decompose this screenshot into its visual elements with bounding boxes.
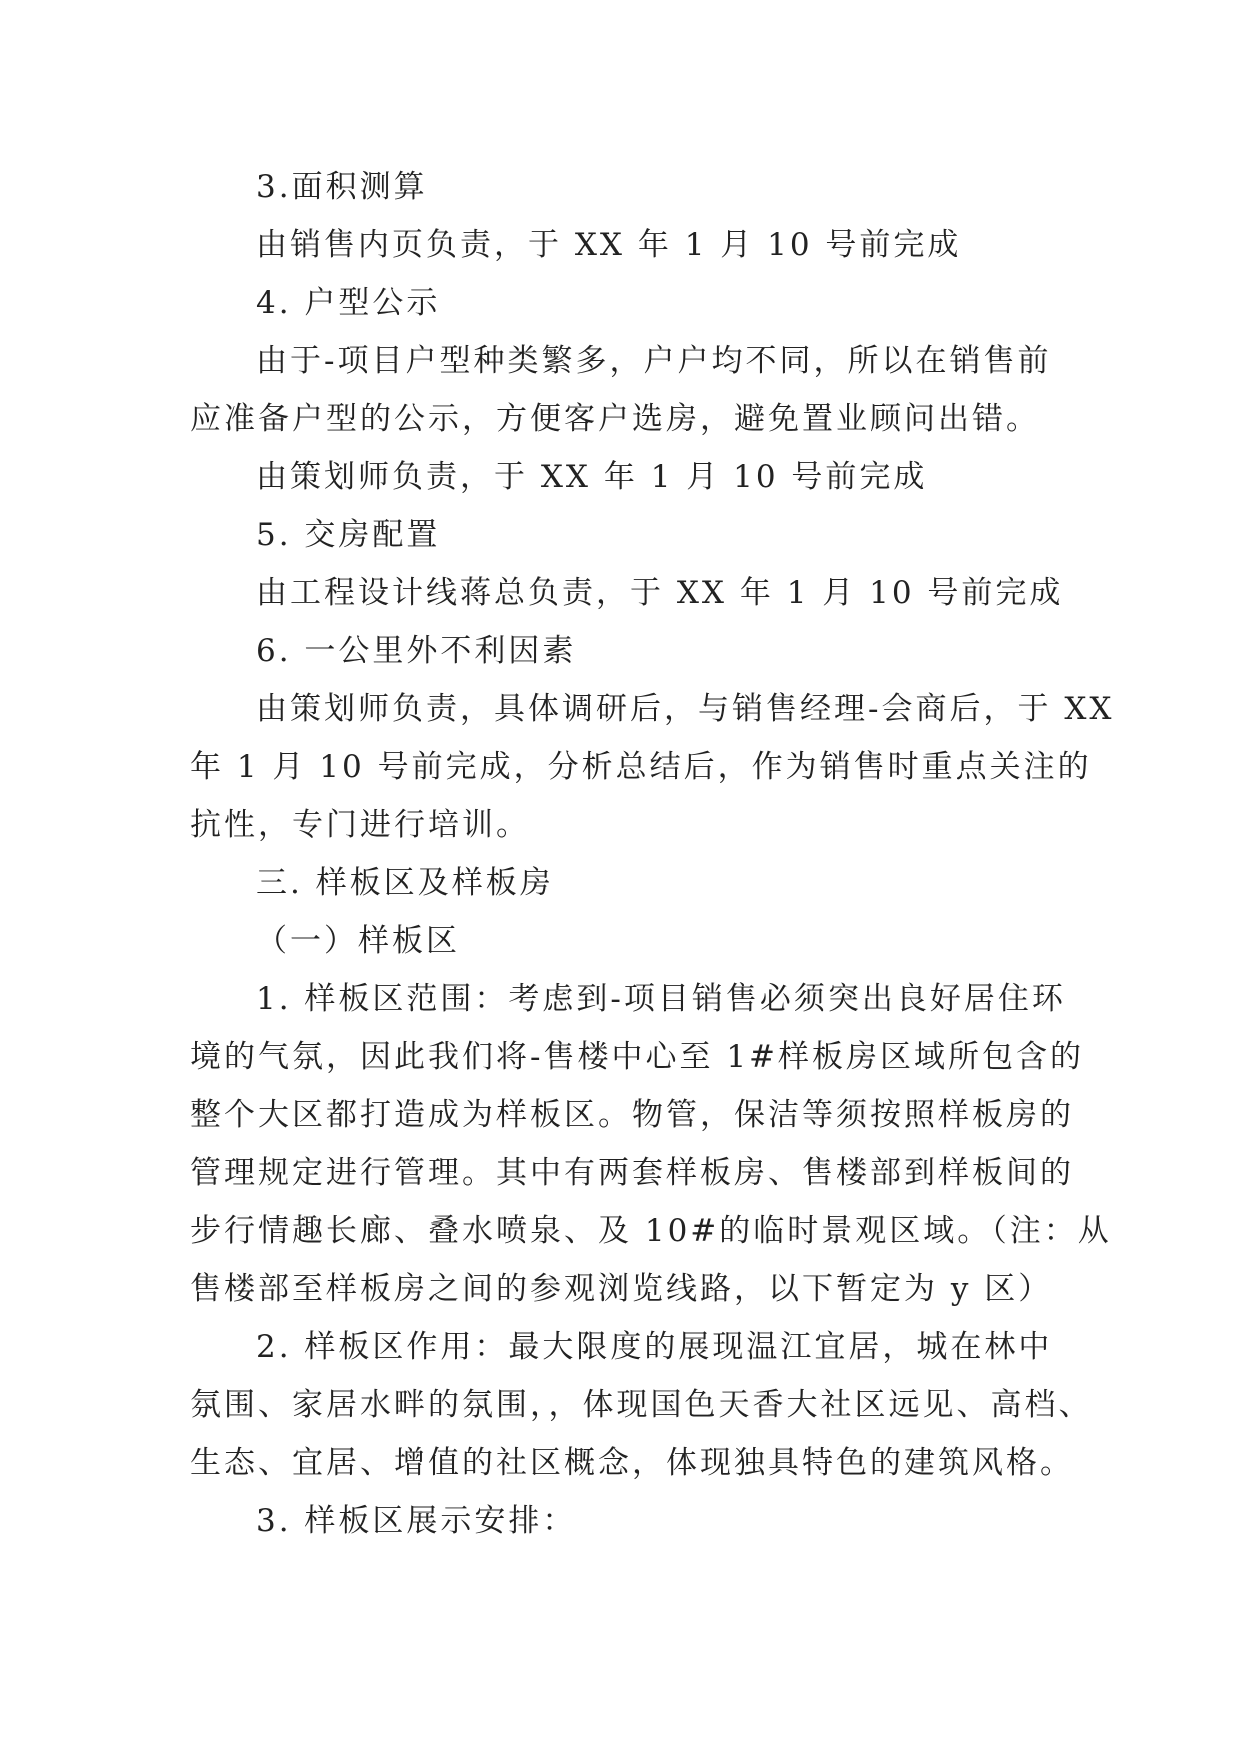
paragraph-line: 1. 样板区范围：考虑到-项目销售必须突出良好居住环	[256, 981, 1066, 1017]
section-heading-area-measurement: 3.面积测算	[256, 169, 428, 205]
paragraph-line: 售楼部至样板房之间的参观浏览线路，以下暂定为 y 区）	[190, 1271, 1053, 1307]
paragraph-line: 由销售内页负责，于 XX 年 1 月 10 号前完成	[256, 227, 962, 263]
section-heading-delivery-configuration: 5. 交房配置	[256, 517, 441, 553]
paragraph-line: 由工程设计线蒋总负责，于 XX 年 1 月 10 号前完成	[256, 575, 1064, 611]
subsection-heading-show-area: （一）样板区	[256, 923, 460, 959]
paragraph-line: 生态、宜居、增值的社区概念，体现独具特色的建筑风格。	[190, 1445, 1074, 1481]
paragraph-line: 步行情趣长廊、叠水喷泉、及 10#的临时景观区域。（注：从	[190, 1213, 1112, 1249]
paragraph-line: 抗性，专门进行培训。	[190, 807, 530, 843]
chapter-heading-showroom: 三. 样板区及样板房	[256, 865, 554, 901]
paragraph-line: 由策划师负责，具体调研后，与销售经理-会商后，于 XX	[256, 691, 1115, 727]
section-heading-unfavorable-factors: 6. 一公里外不利因素	[256, 633, 577, 669]
paragraph-line: 2. 样板区作用：最大限度的展现温江宜居，城在林中	[256, 1329, 1053, 1365]
paragraph-line: 由于-项目户型种类繁多，户户均不同，所以在销售前	[256, 343, 1052, 379]
paragraph-line: 整个大区都打造成为样板区。物管，保洁等须按照样板房的	[190, 1097, 1074, 1133]
section-heading-unit-type-notice: 4. 户型公示	[256, 285, 441, 321]
paragraph-line: 境的气氛，因此我们将-售楼中心至 1#样板房区域所包含的	[190, 1039, 1085, 1075]
paragraph-line: 年 1 月 10 号前完成，分析总结后，作为销售时重点关注的	[190, 749, 1092, 785]
document-body	[190, 158, 1115, 1550]
paragraph-line: 氛围、家居水畔的氛围，，体现国色天香大社区远见、高档、	[190, 1387, 1093, 1423]
paragraph-line: 由策划师负责，于 XX 年 1 月 10 号前完成	[256, 459, 928, 495]
paragraph-line: 管理规定进行管理。其中有两套样板房、售楼部到样板间的	[190, 1155, 1074, 1191]
section-heading-show-area-arrangement: 3. 样板区展示安排：	[256, 1503, 577, 1539]
paragraph-line: 应准备户型的公示，方便客户选房，避免置业顾问出错。	[190, 401, 1040, 437]
